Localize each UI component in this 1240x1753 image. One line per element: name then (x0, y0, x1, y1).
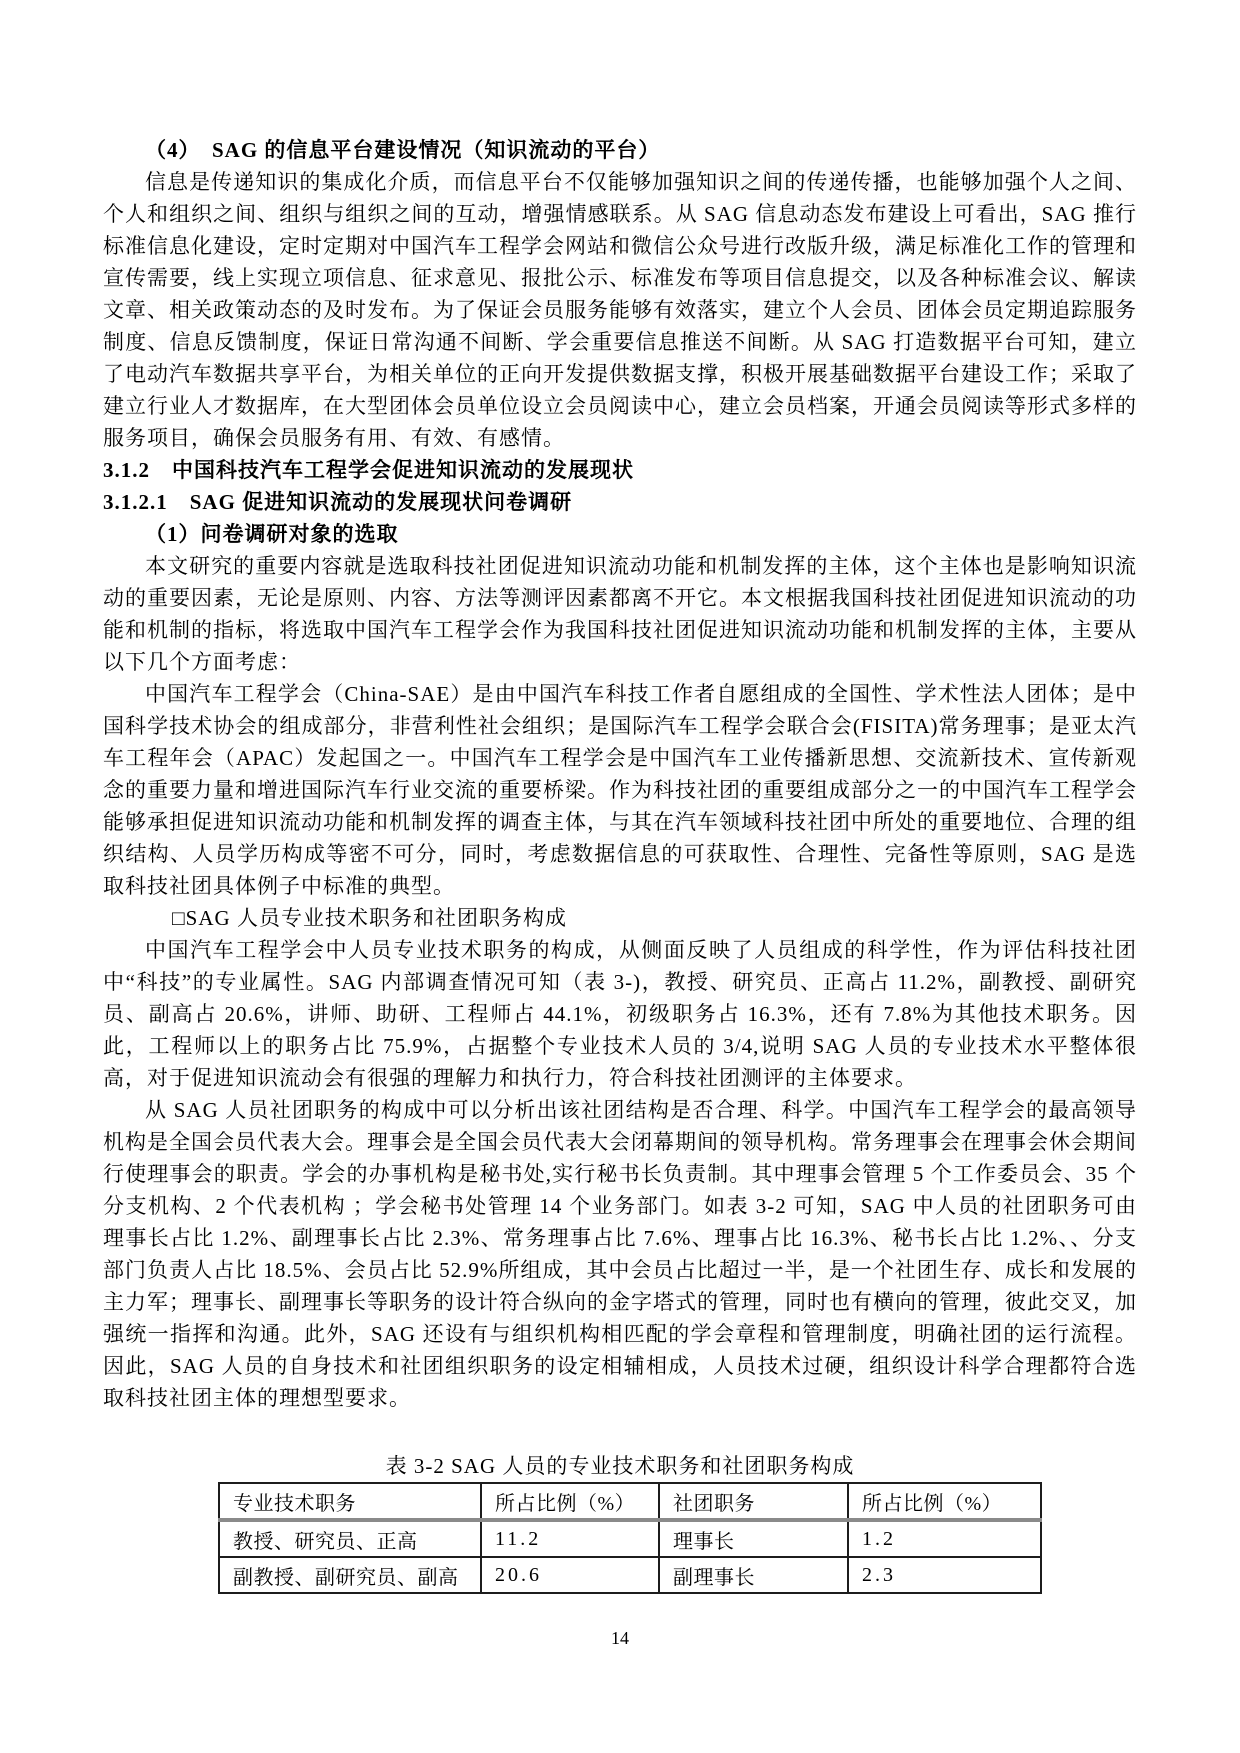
table-row (219, 1557, 1041, 1593)
table-cell: 20.6 (481, 1557, 659, 1593)
table-row (219, 1520, 1041, 1557)
table-cell: 副理事长 (659, 1557, 848, 1593)
table-3-2-block (103, 1450, 1137, 1594)
page-content (103, 134, 1137, 1589)
page-number: 14 (611, 1628, 629, 1648)
heading-section-4: （4） SAG 的信息平台建设情况（知识流动的平台） (145, 138, 661, 162)
table-cell: 教授、研究员、正高 (219, 1520, 481, 1557)
list-item-box: □SAG 人员专业技术职务和社团职务构成 (172, 906, 567, 930)
paragraph-org-positions: 从 SAG 人员社团职务的构成中可以分析出该社团结构是否合理、科学。中国汽车工程学会的最高领导机构是全国会员代表大会。理事会是全国会员代表大会闭幕期间的领导机构。常务理事会在理事会休会期间行使理事会的职责。学会的办事机构是秘书处,实行秘书长负责制。其中理事会管理 5 个工作委员会、35 个分支机构、2 个代表机构 ；学会秘书处管理 14 个业务部门。如表 3-2 可知，SAG 中人员的社团职务可由理事长占比 1.2%、副理事长占比 2.3%、常务理事占比 7.6%、理事占比 16.3%、秘书长占比 1.2%、、分支部门负责人占比 18.5%、会员占比 52.9%所组成，其中会员占比超过一半，是一个社团生存、成长和发展的主力军；理事长、副理事长等职务的设计符合纵向的金字塔式的管理，同时也有横向的管理，彼此交叉，加强统一指挥和沟通。此外，SAG 还设有与组织机构相匹配的学会章程和管理制度，明确社团的运行流程。因此，SAG 人员的自身技术和社团组织职务的设定相辅相成，人员技术过硬，组织设计科学合理都符合选取科技社团主体的理想型要求。 (103, 1098, 1137, 1410)
table-cell: 11.2 (481, 1520, 659, 1557)
table-cell: 2.3 (848, 1557, 1041, 1593)
table-3-2 (218, 1482, 1042, 1594)
table-cell: 1.2 (848, 1520, 1041, 1557)
paragraph-china-sae: 中国汽车工程学会（China-SAE）是由中国汽车科技工作者自愿组成的全国性、学术性法人团体；是中国科学技术协会的组成部分，非营利性社会组织；是国际汽车工程学会联合会(FISITA)常务理事；是亚太汽车工程年会（APAC）发起国之一。中国汽车工程学会是中国汽车工业传播新思想、交流新技术、宣传新观念的重要力量和增进国际汽车行业交流的重要桥梁。作为科技社团的重要组成部分之一的中国汽车工程学会能够承担促进知识流动功能和机制发挥的调查主体，与其在汽车领域科技社团中所处的重要地位、合理的组织结构、人员学历构成等密不可分，同时，考虑数据信息的可获取性、合理性、完备性等原则，SAG 是选取科技社团具体例子中标准的典型。 (103, 682, 1137, 898)
heading-item-1: （1）问卷调研对象的选取 (145, 522, 399, 546)
heading-3-1-2-1: 3.1.2.1 SAG 促进知识流动的发展现状问卷调研 (103, 490, 573, 514)
table-cell: 副教授、副研究员、副高 (219, 1557, 481, 1593)
paragraph-info-platform: 信息是传递知识的集成化介质，而信息平台不仅能够加强知识之间的传递传播，也能够加强个人之间、个人和组织之间、组织与组织之间的互动，增强情感联系。从 SAG 信息动态发布建设上可看出，SAG 推行标准信息化建设，定时定期对中国汽车工程学会网站和微信公众号进行改版升级，满足标准化工作的管理和宣传需要，线上实现立项信息、征求意见、报批公示、标准发布等项目信息提交，以及各种标准会议、解读文章、相关政策动态的及时发布。为了保证会员服务能够有效落实，建立个人会员、团体会员定期追踪服务制度、信息反馈制度，保证日常沟通不间断、学会重要信息推送不间断。从 SAG 打造数据平台可知，建立了电动汽车数据共享平台，为相关单位的正向开发提供数据支撑，积极开展基础数据平台建设工作；采取了建立行业人才数据库，在大型团体会员单位设立会员阅读中心，建立会员档案，开通会员阅读等形式多样的服务项目，确保会员服务有用、有效、有感情。 (103, 170, 1137, 450)
table-caption: 表 3-2 SAG 人员的专业技术职务和社团职务构成 (385, 1454, 855, 1478)
heading-3-1-2: 3.1.2 中国科技汽车工程学会促进知识流动的发展现状 (103, 458, 634, 482)
table-header-cell: 专业技术职务 (219, 1483, 481, 1520)
paragraph-professional-titles: 中国汽车工程学会中人员专业技术职务的构成，从侧面反映了人员组成的科学性，作为评估科技社团中“科技”的专业属性。SAG 内部调查情况可知（表 3-)，教授、研究员、正高占 11.2%，副教授、副研究员、副高占 20.6%，讲师、助研、工程师占 44.1%，初级职务占 16.3%，还有 7.8%为其他技术职务。因此，工程师以上的职务占比 75.9%，占据整个专业技术人员的 3/4,说明 SAG 人员的专业技术水平整体很高，对于促进知识流动会有很强的理解力和执行力，符合科技社团测评的主体要求。 (103, 938, 1137, 1090)
table-header-cell: 所占比例（%） (848, 1483, 1041, 1520)
table-header-cell: 社团职务 (659, 1483, 848, 1520)
table-cell: 理事长 (659, 1520, 848, 1557)
table-header-cell: 所占比例（%） (481, 1483, 659, 1520)
table-header-row (219, 1483, 1041, 1520)
paragraph-subject-selection: 本文研究的重要内容就是选取科技社团促进知识流动功能和机制发挥的主体，这个主体也是影响知识流动的重要因素，无论是原则、内容、方法等测评因素都离不开它。本文根据我国科技社团促进知识流动的功能和机制的指标，将选取中国汽车工程学会作为我国科技社团促进知识流动功能和机制发挥的主体，主要从以下几个方面考虑： (103, 554, 1137, 674)
